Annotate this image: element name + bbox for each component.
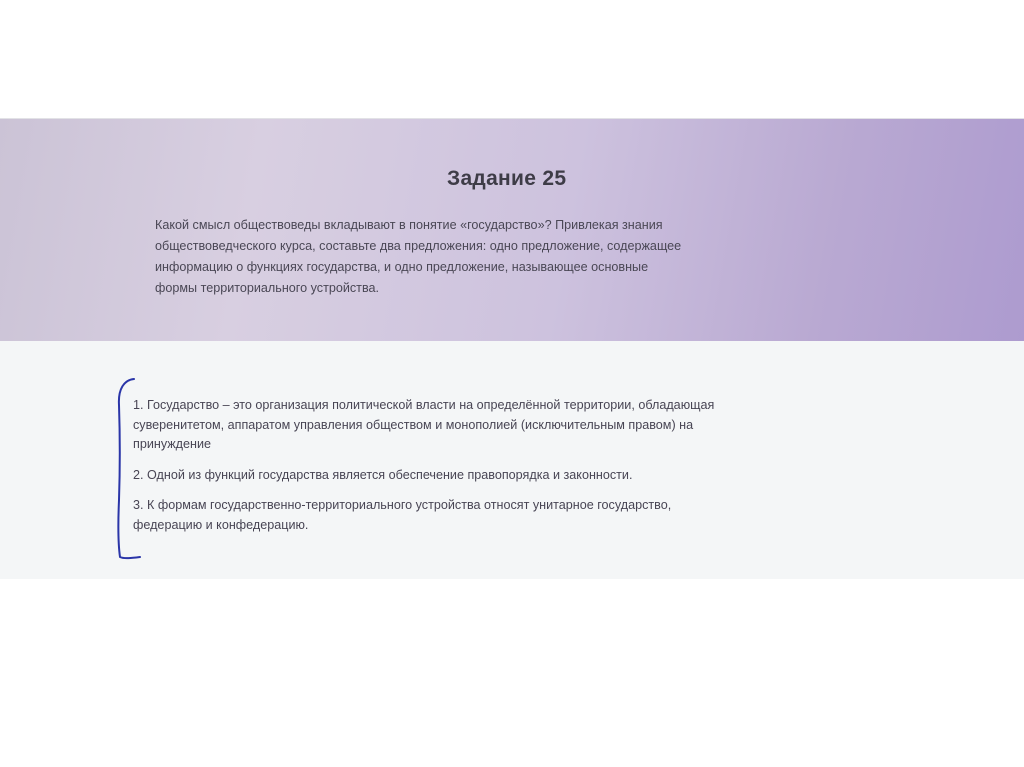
task-title: Задание 25 bbox=[447, 167, 567, 190]
slide bbox=[0, 118, 1024, 579]
answer-item-2 bbox=[133, 466, 953, 486]
question-line: формы территориального устройства. bbox=[155, 281, 379, 295]
task-header bbox=[0, 119, 1024, 341]
answer-item-1 bbox=[133, 396, 953, 455]
answer-line: 2. Одной из функций государства является обеспечение правопорядка и законности. bbox=[133, 467, 633, 482]
answer-line: 3. К формам государственно-территориального устройства относят унитарное государство, bbox=[133, 498, 672, 512]
answer-list bbox=[133, 396, 953, 546]
answer-line: принуждение bbox=[133, 437, 212, 451]
answer-area bbox=[0, 341, 1024, 579]
answer-line: 1. Государство – это организация политической власти на определённой территории, обладающая bbox=[133, 398, 715, 412]
answer-line: суверенитетом, аппаратом управления обществом и монополией (исключительным правом) на bbox=[133, 417, 694, 432]
answer-item-3 bbox=[133, 496, 953, 535]
question-line: Какой смысл обществоведы вкладывают в понятие «государство»? Привлекая знания bbox=[155, 218, 663, 232]
question-line: информацию о функциях государства, и одно предложение, называющее основные bbox=[155, 260, 649, 274]
answer-line: федерацию и конфедерацию. bbox=[133, 517, 309, 532]
task-question bbox=[155, 215, 875, 299]
question-line: обществоведческого курса, составьте два предложения: одно предложение, содержащее bbox=[155, 239, 682, 253]
